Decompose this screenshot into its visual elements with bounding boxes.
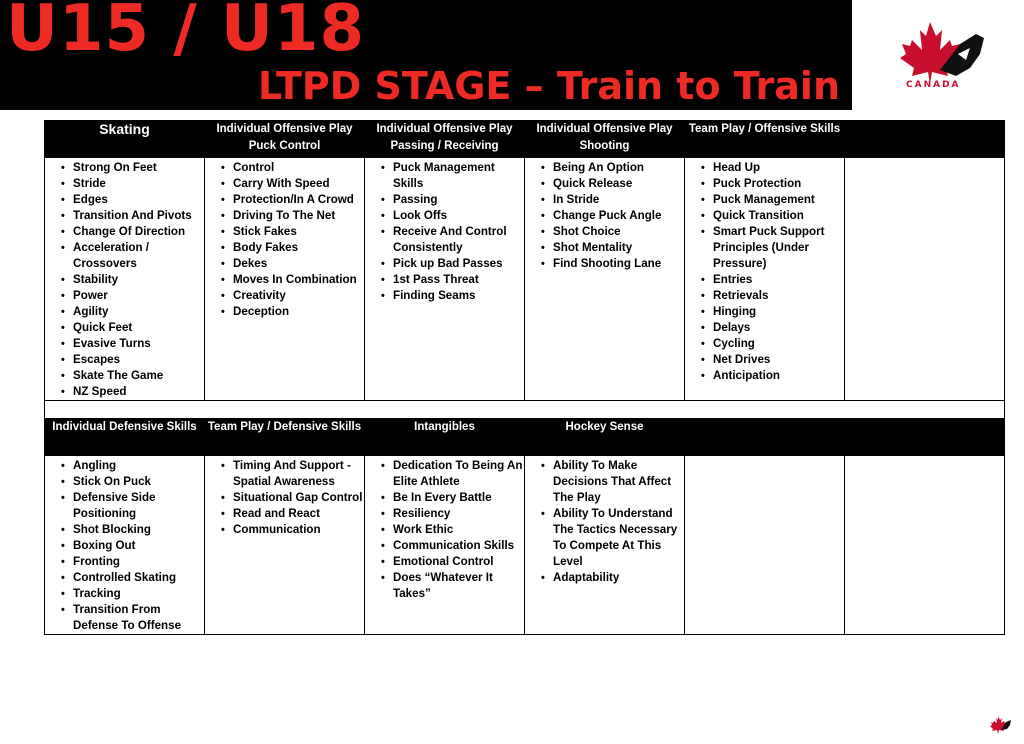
skill-item: • Anticipation (713, 368, 844, 384)
skill-item: • Deception (233, 304, 364, 320)
skill-item: • Quick Transition (713, 208, 844, 224)
skill-item: • Controlled Skating (73, 570, 204, 586)
spacer-cell (45, 401, 1005, 419)
skill-item: • Puck Management (713, 192, 844, 208)
skill-item: • Communication (233, 522, 364, 538)
skill-item: • Head Up (713, 160, 844, 176)
skill-item: • Transition And Pivots (73, 208, 204, 224)
skill-item: • Read and React (233, 506, 364, 522)
skill-item: • Control (233, 160, 364, 176)
col-header-shooting: Individual Offensive Play Shooting (525, 121, 685, 158)
skill-item: • Shot Choice (553, 224, 684, 240)
col-header-team-offensive: Team Play / Offensive Skills (685, 121, 845, 158)
col-header-empty-2 (685, 419, 845, 456)
skill-item: • Driving To The Net (233, 208, 364, 224)
skill-item: • Work Ethic (393, 522, 524, 538)
skill-item: • Quick Release (553, 176, 684, 192)
skill-item: • Evasive Turns (73, 336, 204, 352)
skill-item: • Hinging (713, 304, 844, 320)
skill-item: • Puck Protection (713, 176, 844, 192)
skill-item: • Skate The Game (73, 368, 204, 384)
skill-list (525, 458, 684, 586)
col-header-hockey-sense: Hockey Sense (525, 419, 685, 456)
skill-item: • Creativity (233, 288, 364, 304)
skill-item: • Situational Gap Control (233, 490, 364, 506)
skill-item: • Acceleration / Crossovers (73, 240, 204, 272)
skill-item: • Being An Option (553, 160, 684, 176)
puck-control-cell (205, 158, 365, 401)
page-title: U15 / U18 (6, 0, 365, 66)
skill-item: • Communication Skills (393, 538, 524, 554)
skill-item: • Change Of Direction (73, 224, 204, 240)
page-subtitle: LTPD STAGE – Train to Train (258, 64, 840, 108)
col-header-skating: Skating (45, 121, 205, 158)
col-header-intangibles: Intangibles (365, 419, 525, 456)
skill-item: • Moves In Combination (233, 272, 364, 288)
skill-list (685, 160, 844, 384)
skill-item: • Power (73, 288, 204, 304)
title-banner (0, 0, 852, 110)
mini-maple-leaf-icon (990, 714, 1012, 736)
skill-item: • Stick On Puck (73, 474, 204, 490)
skill-item: • Adaptability (553, 570, 684, 586)
skill-item: • Tracking (73, 586, 204, 602)
skill-item: • Stick Fakes (233, 224, 364, 240)
team-defensive-cell (205, 456, 365, 635)
skill-item: • Stride (73, 176, 204, 192)
skill-item: • Timing And Support - Spatial Awareness (233, 458, 364, 490)
spacer-row (45, 401, 1005, 419)
skill-item: • Protection/In A Crowd (233, 192, 364, 208)
header-row-1 (45, 121, 1005, 158)
passing-receiving-cell (365, 158, 525, 401)
skill-list (205, 458, 364, 538)
skill-item: • Quick Feet (73, 320, 204, 336)
skill-item: • Ability To Make Decisions That Affect The Play (553, 458, 684, 506)
skill-item: • Resiliency (393, 506, 524, 522)
skill-item: • Angling (73, 458, 204, 474)
skill-item: • Shot Mentality (553, 240, 684, 256)
individual-defensive-cell (45, 456, 205, 635)
skill-item: • Emotional Control (393, 554, 524, 570)
skill-item: • Boxing Out (73, 538, 204, 554)
col-header-individual-defensive: Individual Defensive Skills (45, 419, 205, 456)
skill-list (365, 160, 524, 304)
skill-item: • Body Fakes (233, 240, 364, 256)
skill-item: • Retrievals (713, 288, 844, 304)
skill-item: • NZ Speed (73, 384, 204, 400)
skills-table (44, 120, 1005, 635)
skill-item: • Agility (73, 304, 204, 320)
skill-item: • Net Drives (713, 352, 844, 368)
intangibles-cell (365, 456, 525, 635)
col-header-empty-1 (845, 121, 1005, 158)
skill-list (205, 160, 364, 320)
skill-item: • Delays (713, 320, 844, 336)
skill-item: • Does “Whatever It Takes” (393, 570, 524, 602)
skill-list (525, 160, 684, 272)
content-row-1 (45, 158, 1005, 401)
skill-item: • Strong On Feet (73, 160, 204, 176)
content-row-2 (45, 456, 1005, 635)
skill-item: • Cycling (713, 336, 844, 352)
skill-item: • Shot Blocking (73, 522, 204, 538)
skill-item: • Find Shooting Lane (553, 256, 684, 272)
skill-item: • Escapes (73, 352, 204, 368)
skill-item: • In Stride (553, 192, 684, 208)
logo-text: CANADA (906, 80, 961, 90)
skill-item: • Dekes (233, 256, 364, 272)
skill-item: • Finding Seams (393, 288, 524, 304)
shooting-cell (525, 158, 685, 401)
skill-list (45, 458, 204, 634)
skill-item: • Edges (73, 192, 204, 208)
col-header-empty-3 (845, 419, 1005, 456)
skill-item: • Receive And Control Consistently (393, 224, 524, 256)
skill-item: • Puck Management Skills (393, 160, 524, 192)
skill-item: • Smart Puck Support Principles (Under Pressure) (713, 224, 844, 272)
hockey-sense-cell (525, 456, 685, 635)
skill-item: • Fronting (73, 554, 204, 570)
team-offensive-cell (685, 158, 845, 401)
skill-item: • Pick up Bad Passes (393, 256, 524, 272)
skill-item: • Entries (713, 272, 844, 288)
skill-item: • 1st Pass Threat (393, 272, 524, 288)
skill-item: • Transition From Defense To Offense (73, 602, 204, 634)
col-header-puck-control: Individual Offensive Play Puck Control (205, 121, 365, 158)
skill-item: • Defensive Side Positioning (73, 490, 204, 522)
skill-item: • Carry With Speed (233, 176, 364, 192)
skill-item: • Dedication To Being An Elite Athlete (393, 458, 524, 490)
empty-cell-3 (845, 456, 1005, 635)
skill-item: • Be In Every Battle (393, 490, 524, 506)
skill-list (45, 160, 204, 400)
skating-cell (45, 158, 205, 401)
col-header-passing-receiving: Individual Offensive Play Passing / Receiving (365, 121, 525, 158)
col-header-team-defensive: Team Play / Defensive Skills (205, 419, 365, 456)
skill-item: • Change Puck Angle (553, 208, 684, 224)
header-row-2 (45, 419, 1005, 456)
empty-cell-1 (845, 158, 1005, 401)
empty-cell-2 (685, 456, 845, 635)
skill-item: • Stability (73, 272, 204, 288)
skill-item: • Look Offs (393, 208, 524, 224)
skill-item: • Passing (393, 192, 524, 208)
skill-item: • Ability To Understand The Tactics Necessary To Compete At This Level (553, 506, 684, 570)
skill-list (365, 458, 524, 602)
